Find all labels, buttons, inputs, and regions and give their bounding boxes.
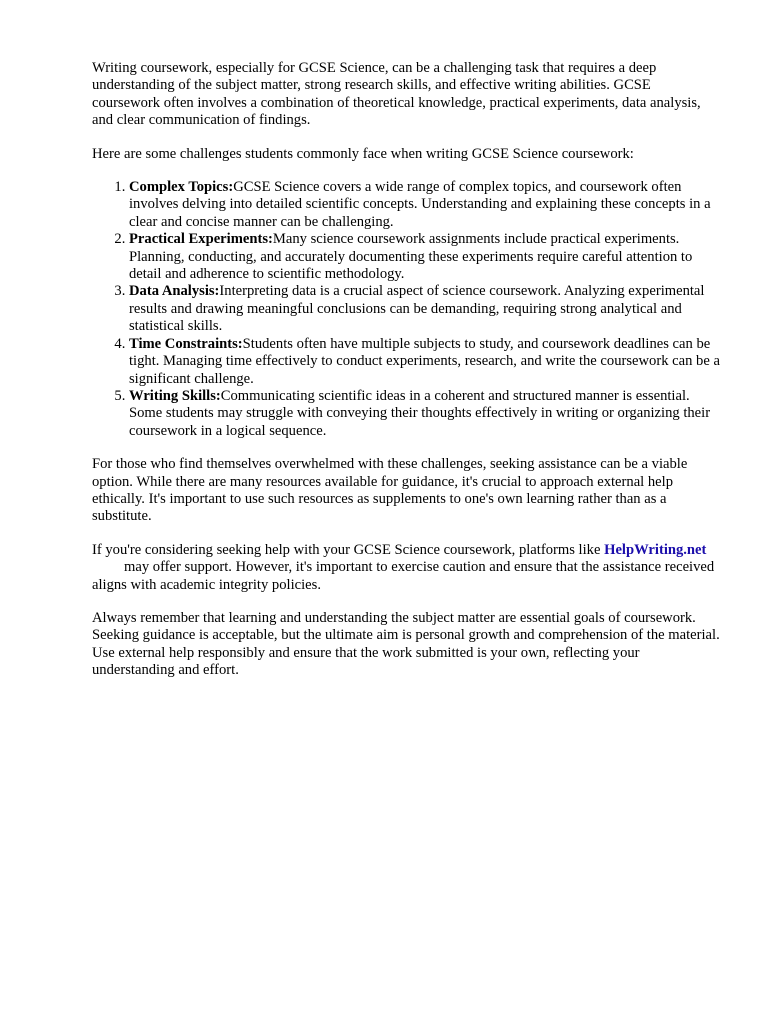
list-item-text: Many science coursework assignments include practical experiments. Planning, conducting, and accurately documenting these experiments require careful attention to detail and adherence to scientific methodology.: [129, 231, 693, 283]
list-item-term: Writing Skills:: [129, 387, 221, 404]
challenges-lead-paragraph: Here are some challenges students commonly face when writing GCSE Science coursework:: [92, 145, 634, 162]
list-item-term: Practical Experiments:: [129, 231, 273, 248]
list-item-text: GCSE Science covers a wide range of complex topics, and coursework often involves delving into detailed scientific concepts. Understanding and explaining these concepts in a clear and concise manner can be challenging.: [129, 179, 711, 230]
assistance-paragraph: For those who find themselves overwhelmed with these challenges, seeking assistance can be a viable option. While there are many resources available for guidance, it's crucial to approach external help ethically. It's important to use such resources as supplements to one's own learning rather than as a substitute.: [92, 456, 688, 525]
help-text-after: may offer support. However, it's important to exercise caution and ensure that the assistance received aligns with academic integrity policies.: [92, 559, 715, 593]
list-item-term: Time Constraints:: [129, 335, 243, 352]
intro-paragraph: Writing coursework, especially for GCSE Science, can be a challenging task that requires a deep understanding of the subject matter, strong research skills, and effective writing abilities. GCSE coursework often involves a combination of theoretical knowledge, practical experiments, data analysis, and clear communication of findings.: [92, 60, 701, 129]
list-item-time-constraints: [129, 336, 720, 388]
helpwriting-link[interactable]: HelpWriting.net: [604, 541, 707, 558]
list-item-term: Complex Topics:: [129, 179, 234, 196]
document-body: [92, 60, 720, 696]
closing-paragraph: Always remember that learning and understanding the subject matter are essential goals of coursework. Seeking guidance is acceptable, but the ultimate aim is personal growth and comprehension of the material. Use external help responsibly and ensure that the work submitted is your own, reflecting your understanding and effort.: [92, 609, 720, 679]
challenges-list: [92, 179, 720, 440]
list-item-text: Students often have multiple subjects to study, and coursework deadlines can be tight. Managing time effectively to conduct experiments, research, and write the coursework can be a significant challenge.: [129, 335, 720, 387]
list-item-data-analysis: [129, 283, 720, 335]
list-item-practical-experiments: [129, 231, 720, 283]
list-item-complex-topics: [129, 179, 720, 231]
help-text-before: If you're considering seeking help with your GCSE Science coursework, platforms like: [92, 541, 601, 558]
list-item-text: Communicating scientific ideas in a coherent and structured manner is essential. Some students may struggle with conveying their thoughts effectively in writing or organizing their coursework in a logical sequence.: [129, 387, 711, 439]
list-item-writing-skills: [129, 388, 720, 440]
list-item-text: Interpreting data is a crucial aspect of science coursework. Analyzing experimental results and drawing meaningful conclusions can be demanding, requiring strong analytical and statistical skills.: [129, 283, 705, 335]
list-item-term: Data Analysis:: [129, 283, 220, 300]
help-paragraph: [92, 542, 720, 594]
